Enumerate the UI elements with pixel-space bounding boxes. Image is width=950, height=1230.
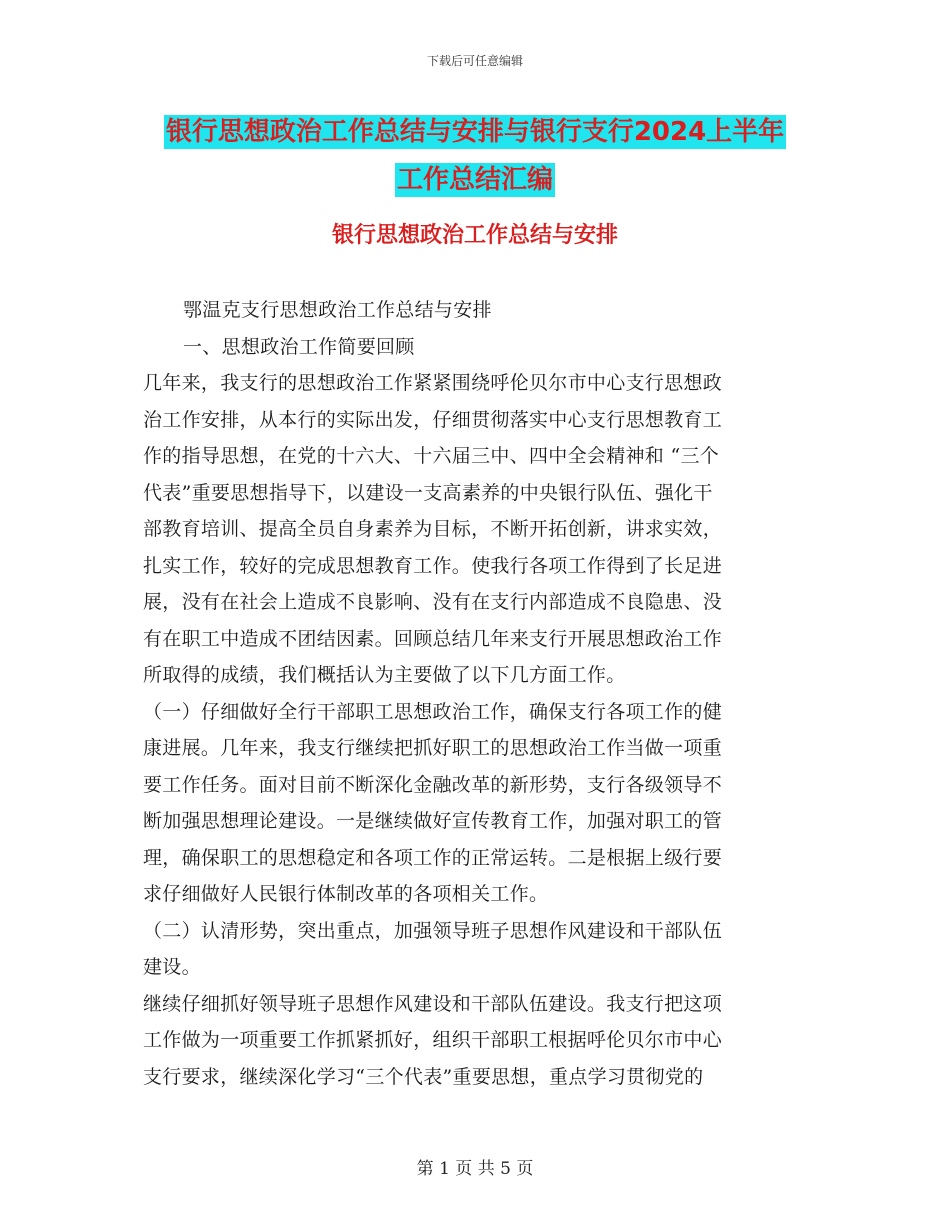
body-line: 代表”重要思想指导下，以建设一支高素养的中央银行队伍、强化干 (143, 481, 713, 504)
body-line: 继续仔细抓好领导班子思想作风建设和干部队伍建设。我支行把这项 (143, 992, 723, 1015)
body-line: 支行要求，继续深化学习“三个代表”重要思想，重点学习贯彻党的 (143, 1065, 704, 1088)
body-line: 展，没有在社会上造成不良影响、没有在支行内部造成不良隐患、没 (143, 591, 723, 613)
title-line-1: 银行思想政治工作总结与安排与银行支行2024上半年 (165, 117, 785, 147)
body-line: （一）仔细做好全行干部职工思想政治工作，确保支行各项工作的健 (143, 700, 723, 723)
body-line: 几年来，我支行的思想政治工作紧紧围绕呼伦贝尔市中心支行思想政 (143, 372, 723, 394)
body-line: 有在职工中造成不团结因素。回顾总结几年来支行开展思想政治工作 (143, 627, 723, 650)
page-number-footer: 第 1 页 共 5 页 (416, 1159, 534, 1179)
body-line: 扎实工作，较好的完成思想教育工作。使我行各项工作得到了长足进 (143, 554, 723, 577)
body-line: 工作做为一项重要工作抓紧抓好，组织干部职工根据呼伦贝尔市中心 (143, 1029, 723, 1051)
body-line: 鄂温克支行思想政治工作总结与安排 (183, 299, 492, 321)
body-line: 作的指导思想，在党的十六大、十六届三中、四中全会精神和 “三个 (143, 445, 720, 467)
body-line: 康进展。几年来，我支行继续把抓好职工的思想政治工作当做一项重 (143, 737, 723, 759)
body-line: （二）认清形势，突出重点，加强领导班子思想作风建设和干部队伍 (143, 919, 723, 942)
body-line: 治工作安排，从本行的实际出发，仔细贯彻落实中心支行思想教育工 (143, 408, 723, 431)
header-note: 下载后可任意编辑 (426, 54, 523, 68)
body-line: 理，确保职工的思想稳定和各项工作的正常运转。二是根据上级行要 (143, 846, 723, 869)
body-line: 要工作任务。面对目前不断深化金融改革的新形势，支行各级领导不 (143, 773, 723, 796)
body-line: 所取得的成绩，我们概括认为主要做了以下几方面工作。 (143, 664, 626, 686)
body-text (143, 292, 803, 1095)
section-title: 银行思想政治工作总结与安排 (331, 223, 618, 248)
body-line: 求仔细做好人民银行体制改革的各项相关工作。 (143, 883, 549, 905)
body-line: 一、思想政治工作简要回顾 (183, 335, 415, 358)
title-line-2: 工作总结汇编 (396, 165, 553, 195)
document-title (0, 108, 950, 204)
body-line: 部教育培训、提高全员自身素养为目标，不断开拓创新，讲求实效， (143, 518, 723, 540)
body-line: 建设。 (143, 956, 201, 978)
body-line: 断加强思想理论建设。一是继续做好宣传教育工作，加强对职工的管 (143, 810, 723, 832)
